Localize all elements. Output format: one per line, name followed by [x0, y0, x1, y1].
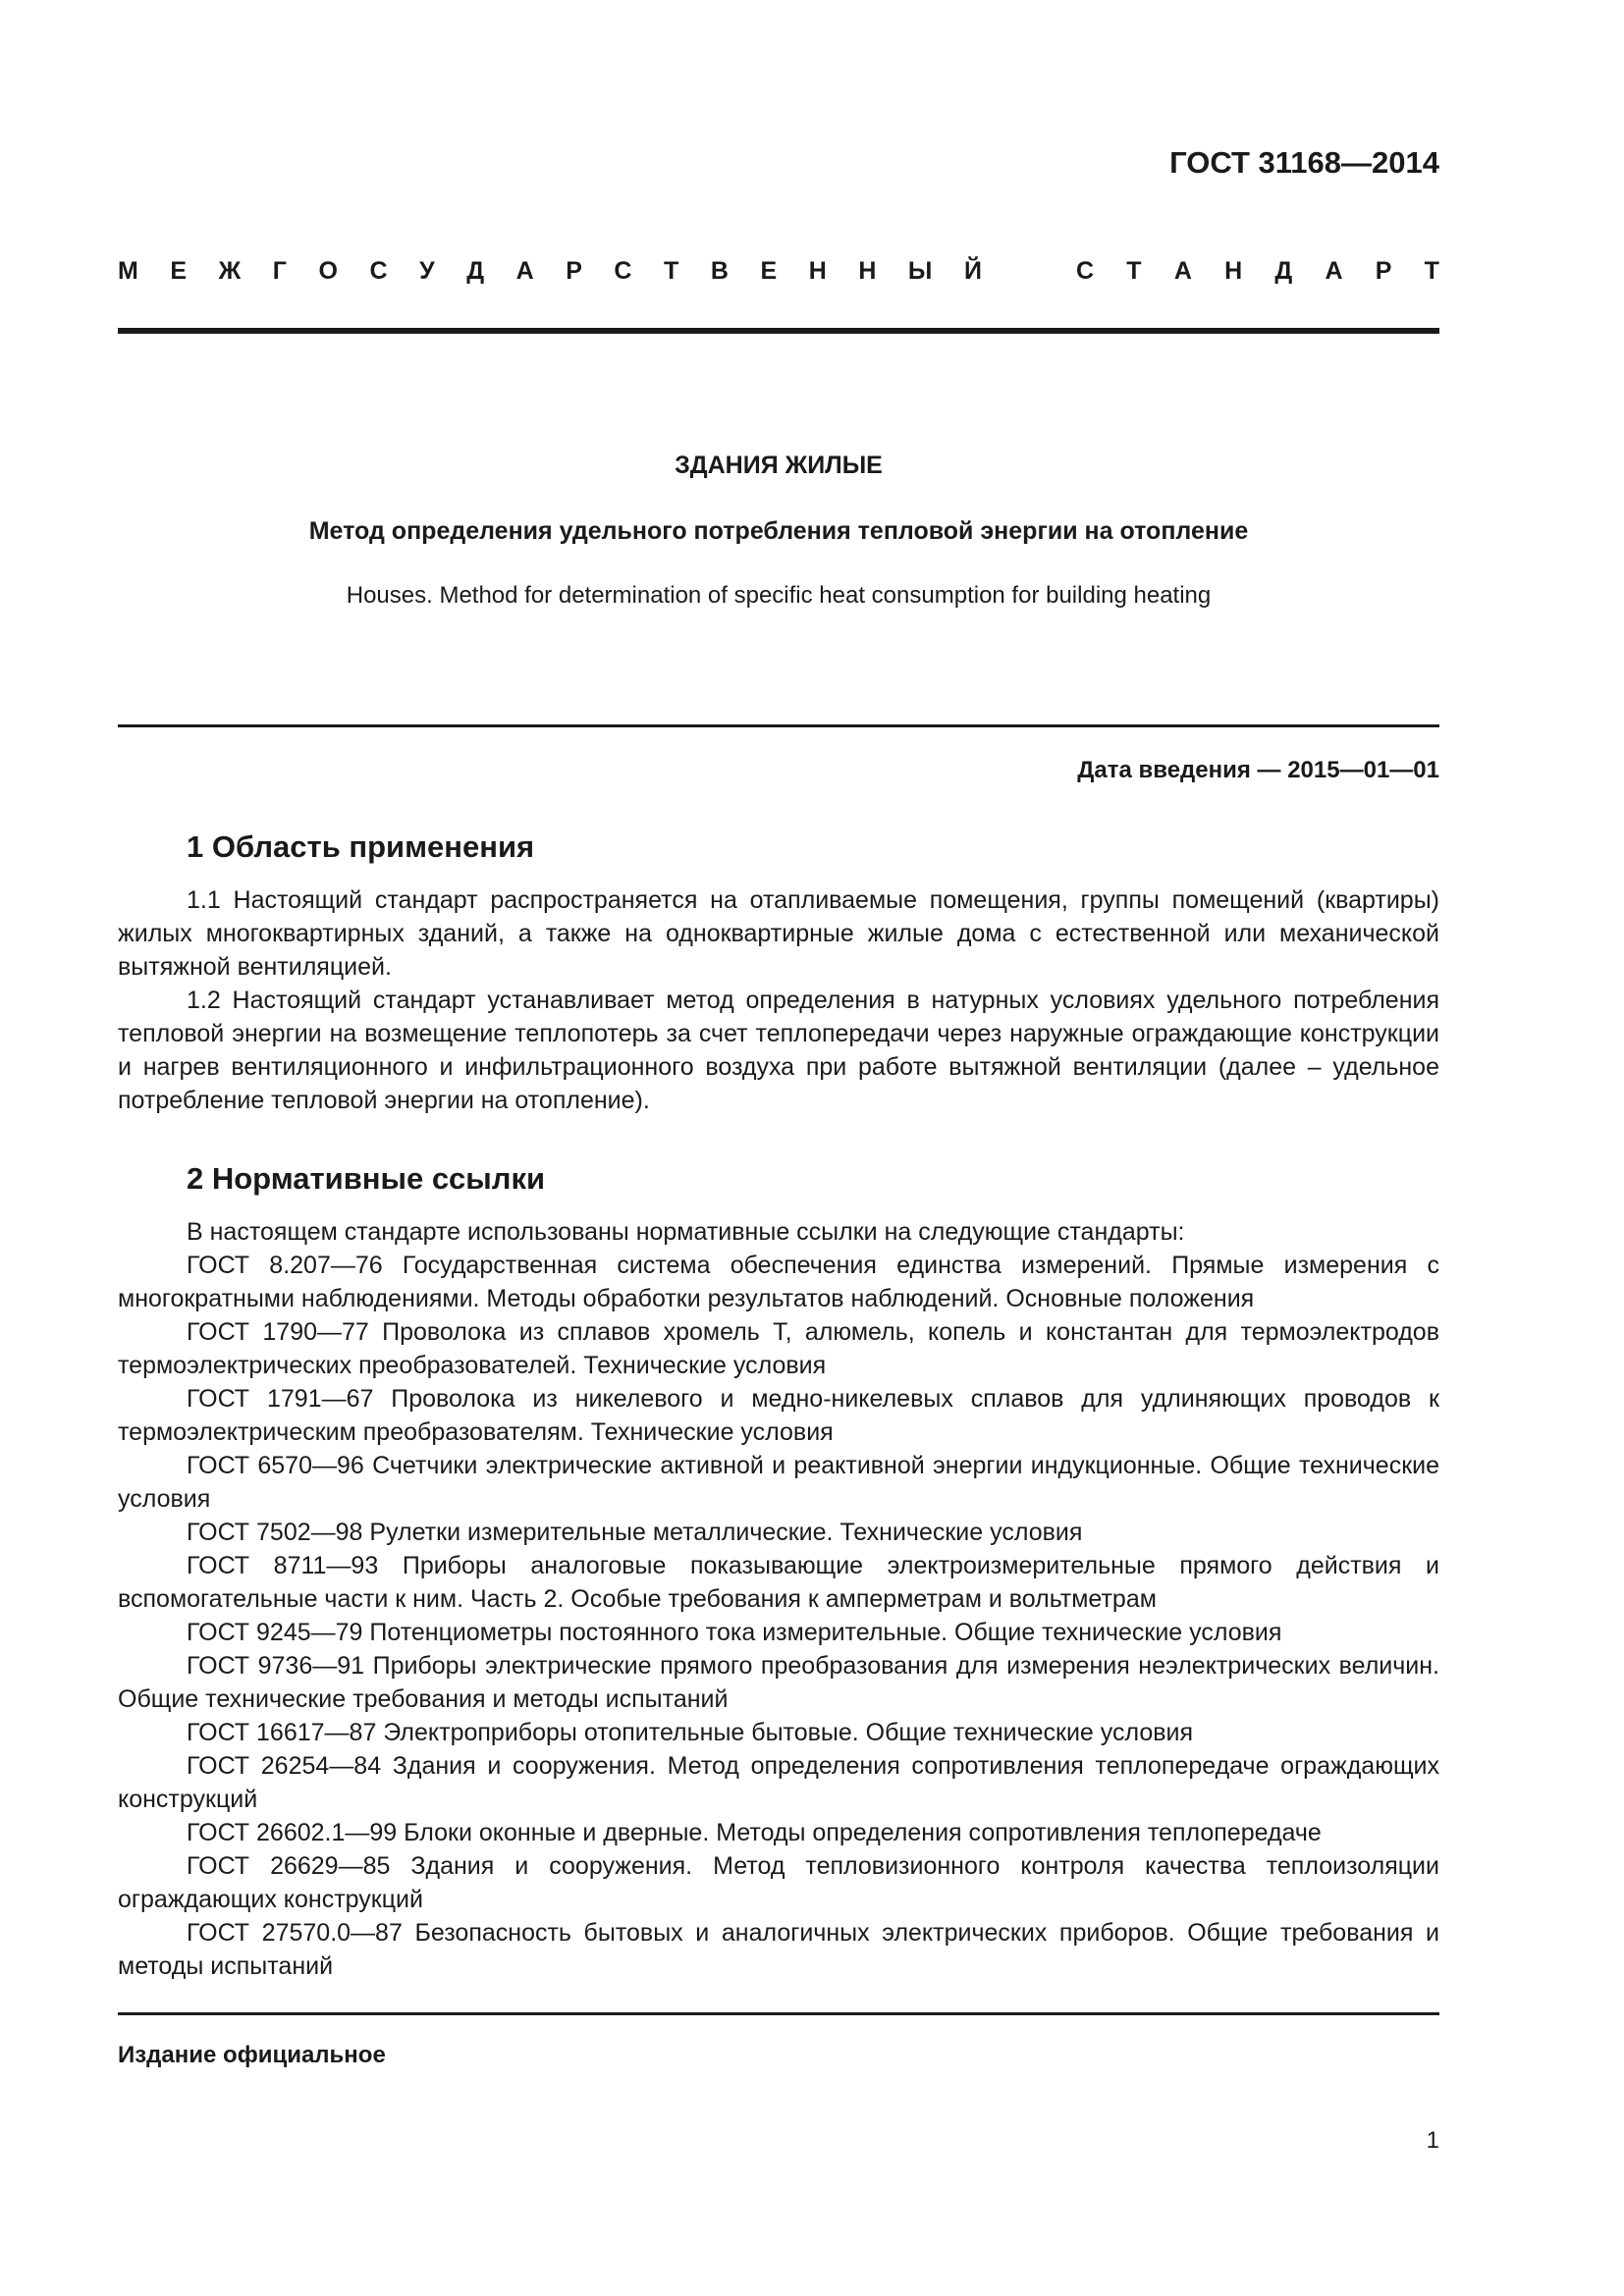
header-letter: В: [710, 257, 729, 285]
reference-item: ГОСТ 16617—87 Электроприборы отопительные бытовые. Общие технические условия: [187, 1719, 1194, 1746]
section-body-references: [118, 1215, 1439, 1983]
header-letter: О: [318, 257, 338, 285]
header-letter: Г: [272, 257, 287, 285]
edition-label: Издание официальное: [118, 2042, 386, 2068]
header-letter: М: [118, 257, 138, 285]
header-letter: Ы: [907, 257, 933, 285]
document-title-english: Houses. Method for determination of specific heat consumption for building heating: [346, 582, 1212, 609]
header-letter: С: [614, 257, 632, 285]
title-divider: [118, 724, 1439, 727]
document-page: [118, 0, 1439, 2296]
section-heading-scope: 1 Область применения: [187, 829, 535, 864]
header-word-interstate: [118, 257, 982, 286]
header-word-standard: [1076, 257, 1439, 286]
header-letter: Д: [1274, 257, 1293, 285]
header-letter: Н: [808, 257, 827, 285]
document-title: ЗДАНИЯ ЖИЛЫЕ: [675, 452, 883, 479]
paragraph: 1.1 Настоящий стандарт распространяется на отапливаемые помещения, группы помещений (квартиры) жилых многоквартирных зданий, а также на одноквартирные жилые дома с естественной или механической вытяжной вентиляцией.: [118, 886, 1439, 981]
reference-item: ГОСТ 1790—77 Проволока из сплавов хромель Т, алюмель, копель и константан для термоэлектродов термоэлектрических преобразователей. Технические условия: [118, 1318, 1439, 1379]
header-letter: А: [515, 257, 534, 285]
reference-item: ГОСТ 6570—96 Счетчики электрические активной и реактивной энергии индукционные. Общие технические условия: [118, 1452, 1439, 1513]
header-letter: Р: [566, 257, 582, 285]
section-heading-references: 2 Нормативные ссылки: [187, 1161, 546, 1196]
header-letter: Т: [1126, 257, 1142, 285]
header-letter: А: [1325, 257, 1343, 285]
header-letter: Е: [170, 257, 188, 285]
reference-item: ГОСТ 26602.1—99 Блоки оконные и дверные. Методы определения сопротивления теплопередаче: [187, 1819, 1322, 1846]
header-letter: С: [369, 257, 388, 285]
header-letter: Т: [1424, 257, 1439, 285]
header-letter: Й: [963, 257, 982, 285]
header-letter: Е: [760, 257, 778, 285]
page-number: 1: [1426, 2127, 1439, 2154]
reference-item: ГОСТ 26254—84 Здания и сооружения. Метод определения сопротивления теплопередаче ограждающих конструкций: [118, 1752, 1439, 1813]
reference-item: ГОСТ 8711—93 Приборы аналоговые показывающие электроизмерительные прямого действия и вспомогательные части к ним. Часть 2. Особые требования к амперметрам и вольтметрам: [118, 1552, 1439, 1613]
reference-item: ГОСТ 27570.0—87 Безопасность бытовых и аналогичных электрических приборов. Общие требования и методы испытаний: [118, 1919, 1439, 1980]
header-letter: А: [1173, 257, 1192, 285]
header-letter: У: [419, 257, 435, 285]
reference-item: ГОСТ 9736—91 Приборы электрические прямого преобразования для измерения неэлектрических величин. Общие технические требования и методы испытаний: [118, 1652, 1439, 1713]
document-number: ГОСТ 31168—2014: [1169, 145, 1439, 180]
footer-divider: [118, 2012, 1439, 2015]
reference-item: ГОСТ 8.207—76 Государственная система обеспечения единства измерений. Прямые измерения с многократными наблюдениями. Методы обработки результатов наблюдений. Основные положения: [118, 1252, 1439, 1312]
standard-type-header: [118, 257, 1439, 286]
section-body-scope: [118, 883, 1439, 1117]
reference-item: ГОСТ 7502—98 Рулетки измерительные металлические. Технические условия: [187, 1519, 1083, 1546]
header-divider: [118, 328, 1439, 334]
document-subtitle: Метод определения удельного потребления тепловой энергии на отопление: [308, 517, 1249, 545]
introduction-date: Дата введения — 2015—01—01: [1077, 757, 1439, 783]
paragraph: 1.2 Настоящий стандарт устанавливает метод определения в натурных условиях удельного потребления тепловой энергии на возмещение теплопотерь за счет теплопередачи через наружные ограждающие конструкции и нагрев вентиляционного и инфильтрационного воздуха при работе вытяжной вентиляции (далее – удельное потребление тепловой энергии на отопление).: [118, 987, 1439, 1114]
reference-item: ГОСТ 9245—79 Потенциометры постоянного тока измерительные. Общие технические условия: [187, 1619, 1282, 1646]
header-letter: Д: [466, 257, 485, 285]
reference-item: ГОСТ 1791—67 Проволока из никелевого и медно-никелевых сплавов для удлиняющих проводов к термоэлектрическим преобразователям. Технические условия: [118, 1385, 1439, 1446]
header-letter: Ж: [218, 257, 242, 285]
reference-item: ГОСТ 26629—85 Здания и сооружения. Метод тепловизионного контроля качества теплоизоляции ограждающих конструкций: [118, 1852, 1439, 1913]
header-letter: Р: [1375, 257, 1392, 285]
header-letter: Н: [858, 257, 877, 285]
header-letter: С: [1076, 257, 1095, 285]
header-letter: Н: [1224, 257, 1243, 285]
paragraph: В настоящем стандарте использованы нормативные ссылки на следующие стандарты:: [187, 1218, 1185, 1246]
header-letter: Т: [664, 257, 679, 285]
